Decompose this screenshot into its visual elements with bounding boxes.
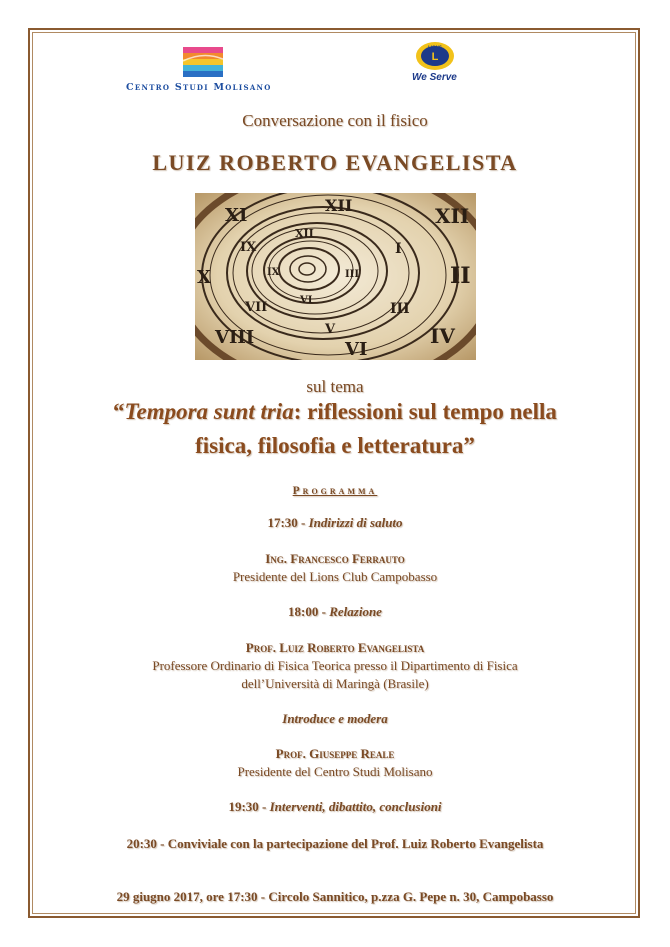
spiral-clock-image [195, 193, 476, 360]
talk-title-line1 [0, 399, 670, 425]
theme-label: sul tema [306, 377, 364, 396]
time-saluto: 17:30 - [267, 515, 309, 530]
svg-text:XII: XII [295, 227, 314, 240]
svg-text:VI: VI [345, 339, 368, 360]
label-saluto: Indirizzi di saluto [308, 515, 403, 530]
event-date-location: 29 giugno 2017, ore 17:30 - Circolo Sannitico, p.zza G. Pepe n. 30, Campobasso [116, 889, 554, 904]
speaker3-name: Prof. Giuseppe Reale [275, 746, 395, 761]
title-open-quote: “ [113, 399, 125, 424]
schedule-relazione [0, 604, 670, 620]
speaker3-role: Presidente del Centro Studi Molisano [237, 764, 433, 779]
svg-text:XII: XII [435, 204, 470, 228]
title-rest: : riflessioni sul tempo nella [293, 399, 557, 424]
lions-club-logo [414, 40, 456, 72]
svg-text:XI: XI [225, 205, 248, 226]
intro-text: Conversazione con il fisico [242, 111, 428, 130]
svg-text:IX: IX [267, 267, 280, 278]
label-interventi: Interventi, dibattito, conclusioni [269, 799, 442, 814]
svg-text:IV: IV [430, 324, 455, 348]
svg-text:VI: VI [300, 295, 313, 306]
svg-text:XII: XII [325, 196, 353, 215]
svg-text:L: L [431, 51, 439, 63]
schedule-saluto [0, 515, 670, 531]
speaker2-role-line2: dell’Università di Maringà (Brasile) [241, 676, 429, 691]
title-latin-phrase: Tempora sunt tria [124, 399, 294, 424]
svg-text:IX: IX [240, 240, 257, 255]
schedule-conviviale: 20:30 - Conviviale con la partecipazione del Prof. Luiz Roberto Evangelista [126, 836, 544, 851]
svg-text:III: III [390, 301, 410, 317]
svg-text:III: III [345, 269, 360, 280]
svg-text:X: X [197, 267, 211, 288]
svg-text:I: I [395, 241, 402, 257]
svg-text:VII: VII [245, 300, 268, 315]
introduce-modera: Introduce e modera [282, 711, 388, 726]
motto-we-serve: We Serve [412, 72, 457, 83]
label-relazione: Relazione [329, 604, 382, 619]
centro-studi-molisano-logo [183, 47, 223, 77]
svg-text:II: II [450, 263, 471, 289]
schedule-interventi [0, 799, 670, 815]
speaker1-name: Ing. Francesco Ferrauto [265, 551, 405, 566]
svg-text:V: V [325, 322, 336, 337]
svg-text:LIONS: LIONS [428, 44, 442, 50]
speaker-name-heading: LUIZ ROBERTO EVANGELISTA [152, 150, 518, 175]
time-interventi: 19:30 - [228, 799, 270, 814]
programma-heading: Programma [292, 485, 378, 497]
org-name-left: Centro Studi Molisano [126, 82, 272, 93]
speaker1-role: Presidente del Lions Club Campobasso [232, 569, 438, 584]
speaker2-name: Prof. Luiz Roberto Evangelista [245, 640, 425, 655]
time-relazione: 18:00 - [288, 604, 330, 619]
speaker2-role-line1: Professore Ordinario di Fisica Teorica presso il Dipartimento di Fisica [152, 658, 518, 673]
talk-title-line2: fisica, filosofia e letteratura” [195, 433, 475, 458]
svg-text:VIII: VIII [215, 327, 255, 348]
